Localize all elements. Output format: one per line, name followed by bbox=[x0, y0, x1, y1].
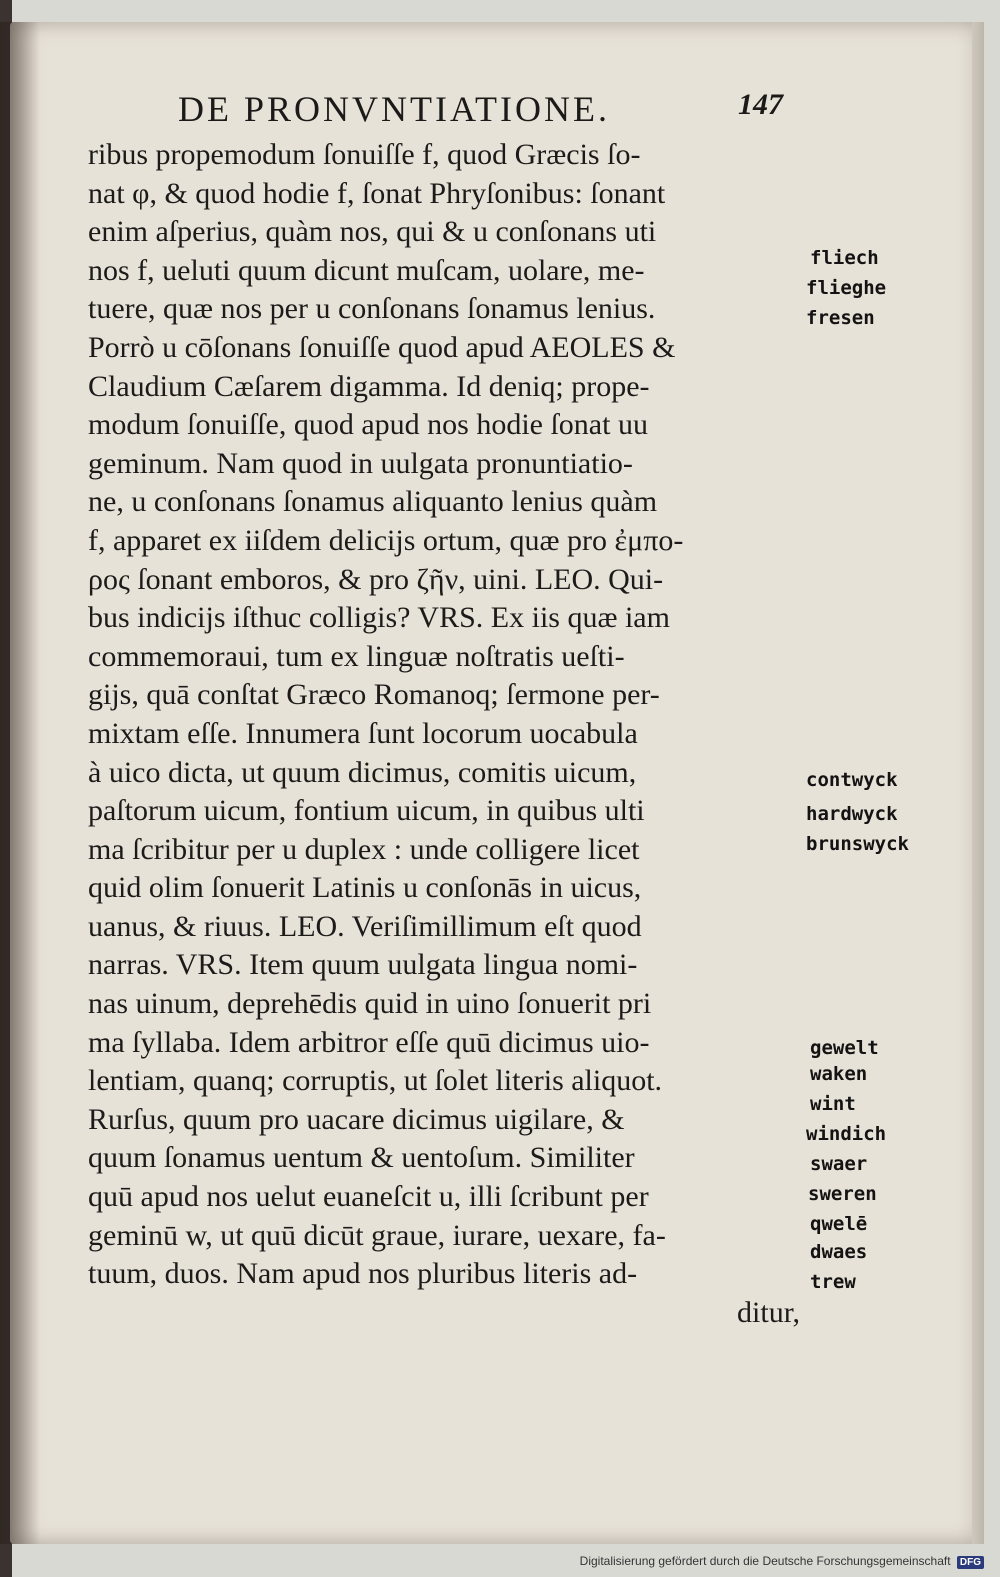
page-number: 147 bbox=[738, 88, 783, 121]
text-line: nos f, ueluti quum dicunt muſcam, uolare, me- bbox=[88, 253, 645, 287]
text-line: commemoraui, tum ex linguæ noſtratis ueſti- bbox=[88, 639, 625, 673]
text-line: geminū w, ut quū dicūt graue, iurare, uexare, fa- bbox=[88, 1218, 666, 1252]
marginal-gloss: hardwyck bbox=[806, 803, 898, 825]
marginal-gloss: wint bbox=[810, 1093, 856, 1115]
text-line: gijs, quā conſtat Græco Romanoq; ſermone per- bbox=[88, 678, 660, 712]
marginal-gloss: flieghe bbox=[806, 277, 887, 299]
text-line: mixtam eſſe. Innumera ſunt locorum uocabula bbox=[88, 716, 638, 750]
text-line: à uico dicta, ut quum dicimus, comitis uicum, bbox=[88, 755, 637, 789]
text-line: geminum. Nam quod in uulgata pronuntiatio- bbox=[88, 446, 633, 480]
credit-text: Digitalisierung gefördert durch die Deutsche Forschungsgemeinschaft bbox=[579, 1554, 951, 1568]
text-line: Claudium Cæſarem digamma. Id deniq; prope- bbox=[88, 369, 650, 403]
marginal-gloss: dwaes bbox=[810, 1241, 868, 1263]
text-line: nat φ, & quod hodie f, ſonat Phryſonibus: ſonant bbox=[88, 176, 666, 210]
text-line: quum ſonamus uentum & uentoſum. Similiter bbox=[88, 1141, 635, 1175]
text-line: tuere, quæ nos per u conſonans ſonamus lenius. bbox=[88, 292, 656, 326]
dfg-logo-icon[interactable]: DFG bbox=[957, 1556, 984, 1569]
text-line: ma ſcribitur per u duplex : unde colligere licet bbox=[88, 832, 640, 866]
marginal-gloss: trew bbox=[810, 1271, 856, 1293]
digitization-credit bbox=[580, 1554, 984, 1569]
text-line: bus indicijs iſthuc colligis? VRS. Ex iis quæ iam bbox=[88, 601, 670, 635]
text-line: ρος ſonant emboros, & pro ζῆν, uini. LEO. Qui- bbox=[88, 562, 664, 596]
text-line: tuum, duos. Nam apud nos pluribus literis ad- bbox=[88, 1257, 638, 1291]
marginal-gloss: swaer bbox=[810, 1153, 868, 1175]
text-line: uanus, & riuus. LEO. Veriſimillimum eſt quod bbox=[88, 909, 642, 943]
marginal-gloss: fresen bbox=[806, 307, 875, 329]
marginal-gloss: contwyck bbox=[806, 769, 898, 791]
text-line: ribus propemodum ſonuiſſe f, quod Græcis ſo- bbox=[88, 138, 641, 171]
gutter-shadow bbox=[0, 22, 40, 1544]
text-line: nas uinum, deprehēdis quid in uino ſonuerit pri bbox=[88, 987, 652, 1021]
marginal-gloss: sweren bbox=[808, 1183, 877, 1205]
text-line: paſtorum uicum, fontium uicum, in quibus ulti bbox=[88, 794, 645, 828]
marginal-gloss: windich bbox=[806, 1123, 887, 1145]
page-edge bbox=[972, 22, 984, 1544]
text-line: Rurſus, quum pro uacare dicimus uigilare, & bbox=[88, 1102, 625, 1136]
marginal-gloss: gewelt bbox=[810, 1037, 879, 1059]
text-line: quū apud nos uelut euaneſcit u, illi ſcribunt per bbox=[88, 1180, 649, 1214]
marginal-gloss: brunswyck bbox=[806, 833, 909, 855]
text-line: f, apparet ex iiſdem delicijs ortum, quæ pro ἐμπο- bbox=[88, 523, 684, 557]
marginal-gloss: qwelē bbox=[810, 1213, 868, 1235]
text-line: ma ſyllaba. Idem arbitror eſſe quū dicimus uio- bbox=[88, 1025, 650, 1059]
text-line: ne, u conſonans ſonamus aliquanto lenius quàm bbox=[88, 485, 658, 519]
marginal-gloss: waken bbox=[810, 1063, 868, 1085]
text-line: narras. VRS. Item quum uulgata lingua nomi- bbox=[88, 948, 638, 982]
text-line: enim aſperius, quàm nos, qui & u conſonans uti bbox=[88, 215, 657, 249]
text-line: lentiam, quanq; corruptis, ut ſolet literis aliquot. bbox=[88, 1064, 663, 1098]
text-line: quid olim ſonuerit Latinis u conſonās in uicus, bbox=[88, 871, 642, 905]
text-line: Porrò u cōſonans ſonuiſſe quod apud AEOLES & bbox=[88, 330, 676, 364]
text-line: modum ſonuiſſe, quod apud nos hodie ſonat uu bbox=[88, 408, 648, 442]
catchword: ditur, bbox=[737, 1295, 800, 1329]
body-text bbox=[88, 136, 800, 1332]
marginal-gloss: fliech bbox=[810, 247, 879, 269]
running-head: DE PRONVNTIATIONE. bbox=[178, 89, 610, 129]
